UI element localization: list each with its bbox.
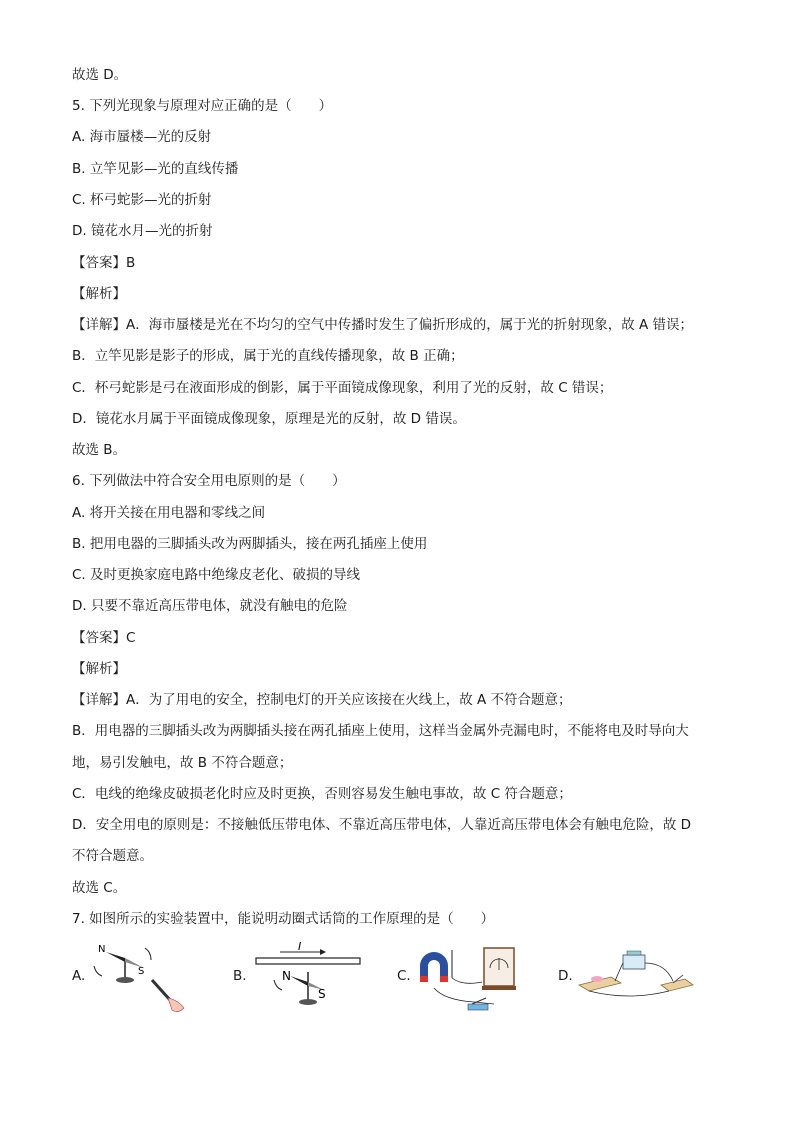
explanation-line: 【详解】A．为了用电的安全，控制电灯的开关应该接在火线上，故 A 不符合题意； [72, 692, 572, 708]
analysis-heading-5: 【解析】 [72, 286, 126, 302]
answer-6: 【答案】C [72, 630, 136, 646]
option-6c: C. 及时更换家庭电路中绝缘皮老化、破损的导线 [72, 567, 361, 583]
figure-d-circuit-diagram [575, 945, 695, 1005]
figure-b-wire-compass-diagram [250, 938, 370, 1018]
explanation-line: 【详解】A．海市蜃楼是光在不均匀的空气中传播时发生了偏折形成的，属于光的折射现象，故 A 错误； [72, 317, 694, 333]
question-5: 5. 下列光现象与原理对应正确的是（ ） [72, 98, 333, 114]
explanation-line: C．电线的绝缘皮破损老化时应及时更换，否则容易发生触电事故，故 C 符合题意； [72, 786, 572, 802]
figure-b-label: B. [233, 968, 247, 984]
explanation-line: D．镜花水月属于平面镜成像现象，原理是光的反射，故 D 错误。 [72, 411, 466, 427]
option-5c: C. 杯弓蛇影—光的折射 [72, 192, 212, 208]
option-5b: B. 立竿见影—光的直线传播 [72, 161, 239, 177]
analysis-heading-6: 【解析】 [72, 661, 126, 677]
figure-a-needle-diagram [90, 940, 200, 1015]
text-line: 故选 B。 [72, 442, 127, 458]
explanation-line: B．用电器的三脚插头改为两脚插头接在两孔插座上使用，这样当金属外壳漏电时，不能将电及时导向大 [72, 723, 689, 739]
question-6: 6. 下列做法中符合安全用电原则的是（ ） [72, 473, 346, 489]
option-6a: A. 将开关接在用电器和零线之间 [72, 505, 266, 521]
svg-text:N: N [98, 944, 106, 955]
explanation-line: D．安全用电的原则是：不接触低压带电体、不靠近高压带电体，人靠近高压带电体会有触电危险，故 D [72, 817, 692, 833]
svg-text:N: N [282, 969, 291, 983]
explanation-line: C．杯弓蛇影是弓在液面形成的倒影，属于平面镜成像现象，利用了光的反射，故 C 错误； [72, 380, 613, 396]
explanation-line: 地，易引发触电，故 B 不符合题意； [72, 755, 293, 771]
figure-d-label: D. [558, 968, 573, 984]
figure-a-label: A. [72, 968, 86, 984]
option-6d: D. 只要不靠近高压带电体，就没有触电的危险 [72, 598, 348, 614]
text-line: 故选 D。 [72, 67, 128, 83]
figure-c-label: C. [397, 968, 411, 984]
option-5a: A. 海市蜃楼—光的反射 [72, 129, 212, 145]
answer-5: 【答案】B [72, 255, 136, 271]
text-line: 故选 C。 [72, 880, 127, 896]
svg-text:S: S [318, 987, 326, 1001]
explanation-line: B．立竿见影是影子的形成，属于光的直线传播现象，故 B 正确； [72, 348, 464, 364]
svg-text:I: I [298, 940, 302, 953]
svg-text:S: S [138, 966, 145, 977]
question-7: 7. 如图所示的实验装置中，能说明动圈式话筒的工作原理的是（ ） [72, 911, 495, 927]
option-6b: B. 把用电器的三脚插头改为两脚插头，接在两孔插座上使用 [72, 536, 428, 552]
explanation-line: 不符合题意。 [72, 848, 153, 864]
figure-c-generator-diagram [412, 938, 532, 1018]
option-5d: D. 镜花水月—光的折射 [72, 223, 213, 239]
